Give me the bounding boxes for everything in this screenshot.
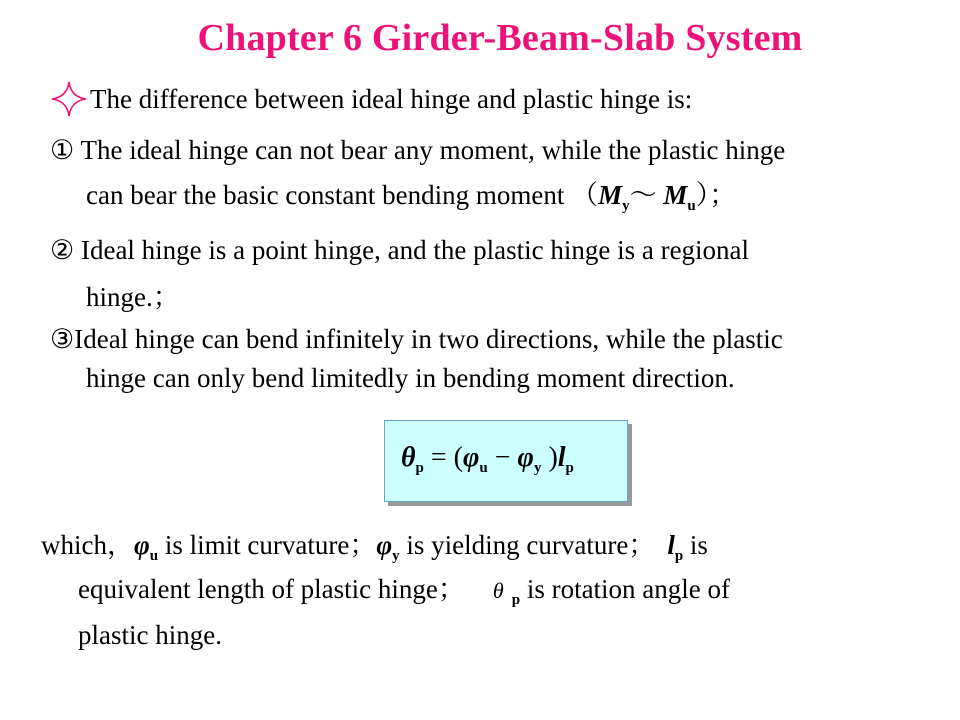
point-3-text-1: Ideal hinge can bend infinitely in two directions, while the plastic (74, 324, 783, 354)
slide-title-text: Chapter 6 Girder-Beam-Slab System (197, 17, 803, 59)
point-1-line-2 (86, 178, 736, 212)
l-term: l (667, 530, 675, 560)
l-description: is (683, 530, 708, 560)
equals-sign: = ( (423, 442, 464, 473)
point-1-text-2: can bear the basic constant bending moment （ (86, 180, 599, 210)
moment-my-subscript: y (622, 198, 630, 214)
explanation-line-3 (78, 618, 222, 652)
phi-u-term-subscript: u (149, 548, 159, 564)
phi-y-term-subscript: y (392, 548, 400, 564)
point-3-line-2 (86, 361, 735, 395)
point-2-line-1 (50, 233, 749, 267)
point-3-marker: ③ (50, 324, 75, 354)
phi-y-subscript: y (533, 460, 542, 476)
theta-description: is rotation angle of (520, 574, 731, 604)
theta-term-subscript: p (511, 592, 521, 608)
moment-mu-subscript: u (687, 198, 696, 214)
point-1-marker: ① (50, 135, 75, 165)
l-symbol: l (557, 442, 566, 473)
point-3-text-2: hinge can only bend limitedly in bending moment direction. (86, 363, 735, 393)
l-subscript: p (565, 460, 574, 476)
intro-line (90, 82, 692, 116)
intro-text: The difference between ideal hinge and plastic hinge is: (90, 84, 693, 114)
close-paren: ) (541, 442, 558, 473)
point-2-text-1: Ideal hinge is a point hinge, and the plastic hinge is a regional (74, 235, 750, 265)
point-1-text-1: The ideal hinge can not bear any moment, while the plastic hinge (74, 135, 786, 165)
point-2-marker: ② (50, 235, 75, 265)
slide-title (0, 14, 960, 62)
which-text: which， (41, 530, 134, 560)
phi-u-subscript: u (479, 460, 488, 476)
four-point-star-outline-icon (50, 80, 88, 118)
point-2-text-2: hinge.； (86, 282, 180, 312)
phi-u-symbol: φ (463, 442, 480, 473)
phi-u-term: φ (133, 530, 150, 560)
point-3-line-1 (50, 322, 783, 356)
theta-subscript: p (415, 460, 424, 476)
explanation-line-1 (41, 528, 708, 562)
l-term-subscript: p (674, 548, 684, 564)
minus-sign: − (487, 442, 518, 473)
theta-term: θ (492, 578, 504, 603)
point-2-line-2 (86, 280, 180, 314)
point-1-text-3: ）； (695, 180, 737, 210)
tilde-sign: ～ (629, 180, 664, 210)
point-1-line-1 (50, 133, 785, 167)
theta-symbol: θ (401, 442, 416, 473)
moment-my-symbol: M (598, 180, 623, 210)
phi-y-symbol: φ (517, 442, 534, 473)
moment-mu-symbol: M (663, 180, 688, 210)
explanation-line-2 (78, 572, 730, 608)
explanation-text-3: plastic hinge. (78, 620, 222, 650)
formula (401, 441, 574, 475)
phi-y-term: φ (376, 530, 393, 560)
phi-y-description: is yielding curvature； (399, 530, 656, 560)
phi-u-description: is limit curvature； (158, 530, 377, 560)
explanation-text-2: equivalent length of plastic hinge； (78, 574, 465, 604)
formula-box (384, 420, 628, 502)
